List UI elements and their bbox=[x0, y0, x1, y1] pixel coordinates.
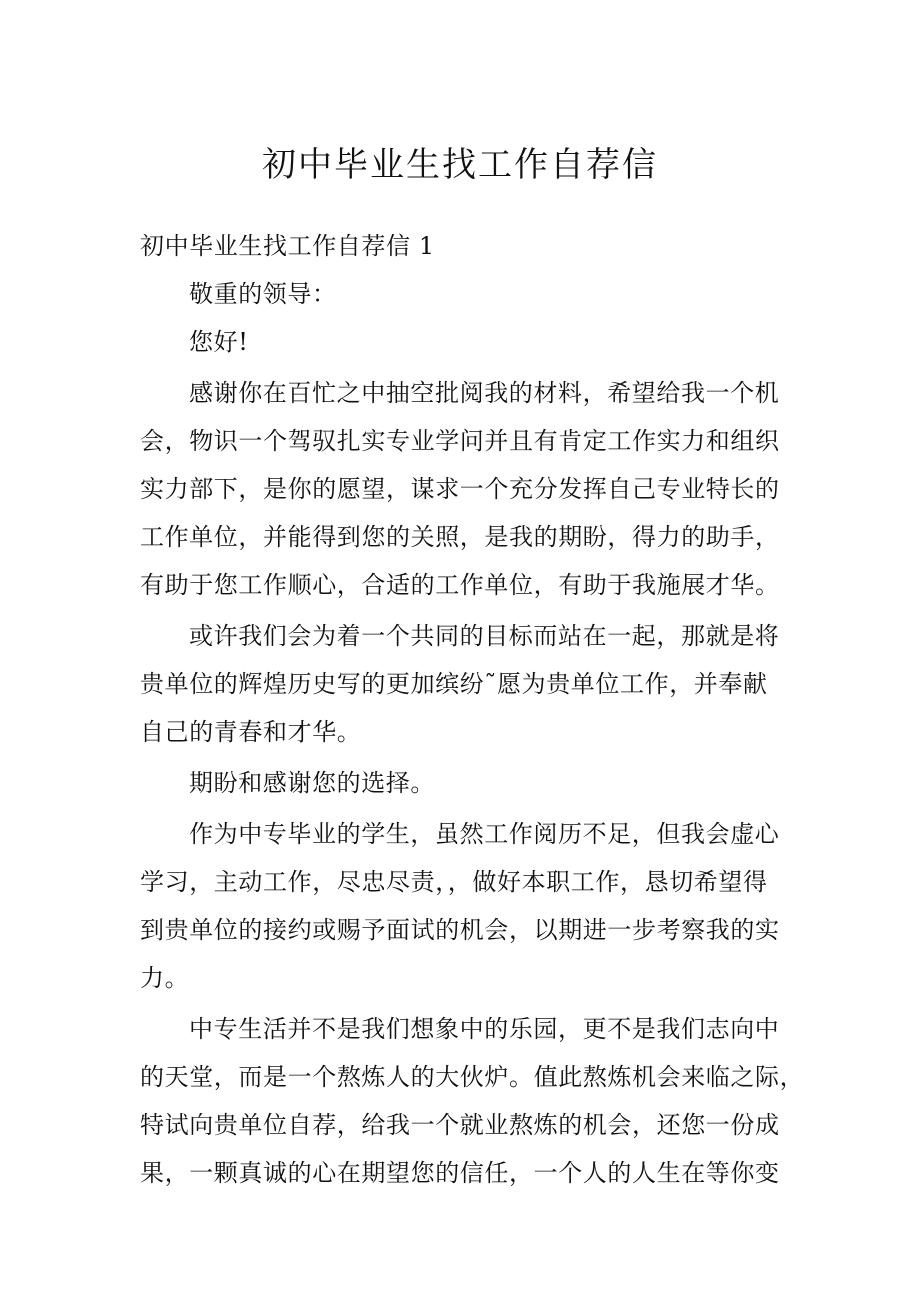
paragraph bbox=[140, 369, 800, 609]
paragraph-line: 工作单位，并能得到您的关照，是我的期盼，得力的助手， bbox=[140, 523, 780, 551]
paragraph-line: 特试向贵单位自荐，给我一个就业熬炼的机会，还您一份成 bbox=[140, 1111, 780, 1139]
section-heading: 初中毕业生找工作自荐信 1 bbox=[140, 232, 435, 260]
paragraph bbox=[140, 1005, 805, 1197]
paragraph-line: 会，物识一个驾驭扎实专业学问并且有肯定工作实力和组织 bbox=[140, 427, 780, 455]
paragraph-line: 学习，主动工作，尽忠尽责，，做好本职工作，恳切希望得 bbox=[140, 868, 768, 896]
paragraph-line: 自己的青春和才华。 bbox=[140, 718, 362, 746]
paragraph-line: 力。 bbox=[140, 964, 190, 992]
paragraph-line: 到贵单位的接约或赐予面试的机会，以期进一步考察我的实 bbox=[140, 916, 780, 944]
paragraph bbox=[140, 810, 800, 1002]
paragraph-line: 贵单位的辉煌历史写的更加缤纷˜愿为贵单位工作，并奉献 bbox=[140, 670, 768, 698]
paragraph-line: 敬重的领导： bbox=[189, 280, 337, 308]
paragraph-line: 实力部下，是你的愿望，谋求一个充分发挥自己专业特长的 bbox=[140, 475, 780, 503]
paragraph bbox=[140, 612, 800, 756]
paragraph-line: 作为中专毕业的学生，虽然工作阅历不足，但我会虚心 bbox=[189, 820, 780, 848]
paragraph-line: 期盼和感谢您的选择。 bbox=[189, 769, 435, 797]
paragraph-line: 或许我们会为着一个共同的目标而站在一起，那就是将 bbox=[189, 622, 780, 650]
paragraph bbox=[140, 270, 800, 318]
document-body bbox=[140, 222, 805, 1197]
paragraph bbox=[140, 318, 800, 366]
paragraph-line: 有助于您工作顺心，合适的工作单位，有助于我施展才华。 bbox=[140, 571, 780, 599]
paragraph-line: 果，一颗真诚的心在期望您的信任，一个人的人生在等你变 bbox=[140, 1159, 780, 1187]
paragraph-line: 的天堂，而是一个熬炼人的大伙炉。值此熬炼机会来临之际， bbox=[140, 1063, 805, 1091]
paragraph-line: 感谢你在百忙之中抽空批阅我的材料，希望给我一个机 bbox=[189, 379, 780, 407]
paragraph-line: 您好! bbox=[189, 328, 249, 356]
paragraph bbox=[140, 759, 800, 807]
paragraph-line: 中专生活并不是我们想象中的乐园，更不是我们志向中 bbox=[189, 1015, 780, 1043]
document-title: 初中毕业生找工作自荐信 bbox=[262, 145, 658, 185]
